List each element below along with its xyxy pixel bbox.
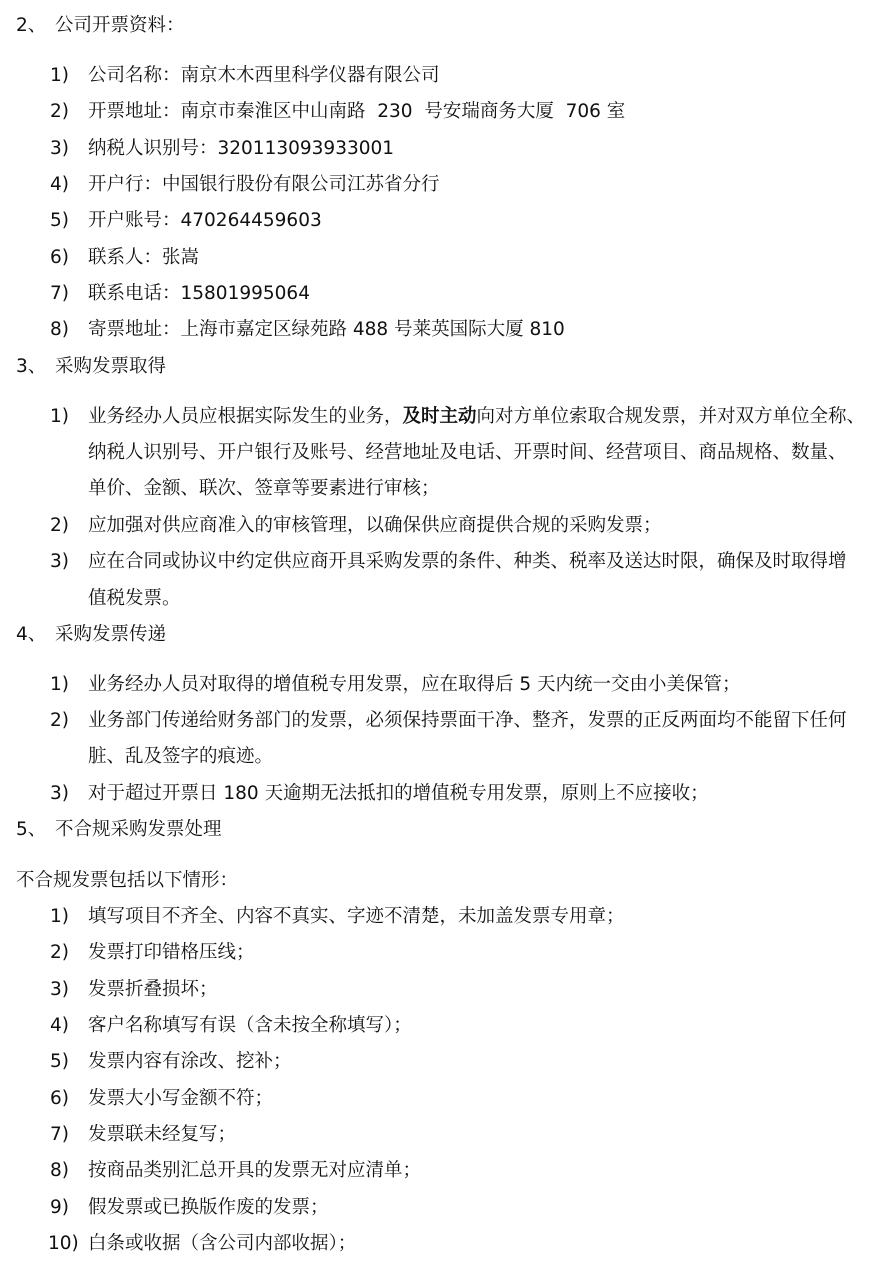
list-item-number: 8) bbox=[50, 1160, 69, 1181]
list-item-number: 2) bbox=[50, 710, 69, 731]
list-item-text: 白条或收据（含公司内部收据）； bbox=[88, 1233, 357, 1254]
list-item-text: 业务经办人员对取得的增值税专用发票，应在取得后 5 天内统一交由小美保管； bbox=[88, 674, 741, 695]
list-item-text: 寄票地址：上海市嘉定区绿苑路 488 号莱英国际大厦 810 bbox=[88, 319, 565, 340]
section-number: 3、 bbox=[16, 356, 47, 377]
list-item-number: 1) bbox=[50, 906, 69, 927]
section-number: 5、 bbox=[16, 819, 47, 840]
text-run: 向对方单位索取合规发票，并对双方单位全称、 bbox=[476, 406, 866, 427]
list-item-number: 1) bbox=[50, 65, 69, 86]
list-item-number: 6) bbox=[50, 247, 69, 268]
list-item-number: 9) bbox=[50, 1197, 69, 1218]
list-item-number: 2) bbox=[50, 942, 69, 963]
list-item-text: 应加强对供应商准入的审核管理，以确保供应商提供合规的采购发票； bbox=[88, 515, 662, 536]
list-item-number: 7) bbox=[50, 283, 69, 304]
list-item-text: 发票大小写金额不符； bbox=[88, 1088, 274, 1109]
list-item-text: 公司名称：南京木木西里科学仪器有限公司 bbox=[88, 65, 440, 86]
list-item-text: 对于超过开票日 180 天逾期无法抵扣的增值税专用发票，原则上不应接收； bbox=[88, 783, 709, 804]
list-item-number: 3) bbox=[50, 138, 69, 159]
list-item-number: 1) bbox=[50, 674, 69, 695]
list-item-number: 3) bbox=[50, 783, 69, 804]
list-item-text-continuation: 值税发票。 bbox=[88, 588, 181, 609]
text-run: 业务经办人员应根据实际发生的业务， bbox=[88, 406, 403, 427]
list-item-number: 3) bbox=[50, 551, 69, 572]
bold-text-run: 及时主动 bbox=[402, 406, 477, 427]
list-item-text: 业务部门传递给财务部门的发票，必须保持票面干净、整齐，发票的正反两面均不能留下任何 bbox=[88, 710, 847, 731]
list-item-number: 4) bbox=[50, 1015, 69, 1036]
list-item-number: 10) bbox=[48, 1233, 79, 1254]
list-item-number: 4) bbox=[50, 174, 69, 195]
section-number: 4、 bbox=[16, 624, 47, 645]
list-item-text: 联系人：张嵩 bbox=[88, 247, 200, 268]
list-item-text: 开户账号：470264459603 bbox=[88, 210, 322, 231]
list-item-text: 客户名称填写有误（含未按全称填写）； bbox=[88, 1015, 412, 1036]
list-item-text-continuation: 单价、金额、联次、签章等要素进行审核； bbox=[88, 478, 440, 499]
paragraph-intro: 不合规发票包括以下情形： bbox=[16, 870, 239, 891]
list-item-number: 5) bbox=[50, 210, 69, 231]
list-item-text: 按商品类别汇总开具的发票无对应清单； bbox=[88, 1160, 422, 1181]
list-item-number: 3) bbox=[50, 979, 69, 1000]
list-item-text: 开票地址：南京市秦淮区中山南路 230 号安瑞商务大厦 706 室 bbox=[88, 101, 626, 122]
section-title: 采购发票取得 bbox=[55, 356, 167, 377]
list-item-text-continuation: 纳税人识别号、开户银行及账号、经营地址及电话、开票时间、经营项目、商品规格、数量、 bbox=[88, 442, 847, 463]
list-item-text bbox=[88, 405, 865, 429]
list-item-text: 开户行：中国银行股份有限公司江苏省分行 bbox=[88, 174, 440, 195]
list-item-text: 联系电话：15801995064 bbox=[88, 283, 310, 304]
list-item-number: 2) bbox=[50, 515, 69, 536]
list-item-text: 应在合同或协议中约定供应商开具采购发票的条件、种类、税率及送达时限，确保及时取得增 bbox=[88, 551, 847, 572]
list-item-number: 1) bbox=[50, 406, 69, 427]
list-item-number: 5) bbox=[50, 1051, 69, 1072]
section-title: 不合规采购发票处理 bbox=[55, 819, 222, 840]
list-item-number: 6) bbox=[50, 1088, 69, 1109]
section-title: 公司开票资料： bbox=[55, 15, 185, 36]
list-item-number: 8) bbox=[50, 319, 69, 340]
list-item-text: 纳税人识别号：320113093933001 bbox=[88, 138, 395, 159]
list-item-number: 2) bbox=[50, 101, 69, 122]
list-item-text: 发票打印错格压线； bbox=[88, 942, 255, 963]
list-item-text: 发票联未经复写； bbox=[88, 1124, 237, 1145]
section-number: 2、 bbox=[16, 15, 47, 36]
list-item-text-continuation: 脏、乱及签字的痕迹。 bbox=[88, 746, 274, 767]
list-item-text: 填写项目不齐全、内容不真实、字迹不清楚，未加盖发票专用章； bbox=[88, 906, 625, 927]
list-item-number: 7) bbox=[50, 1124, 69, 1145]
section-title: 采购发票传递 bbox=[55, 624, 167, 645]
list-item-text: 假发票或已换版作废的发票； bbox=[88, 1197, 329, 1218]
list-item-text: 发票内容有涂改、挖补； bbox=[88, 1051, 292, 1072]
list-item-text: 发票折叠损坏； bbox=[88, 979, 218, 1000]
